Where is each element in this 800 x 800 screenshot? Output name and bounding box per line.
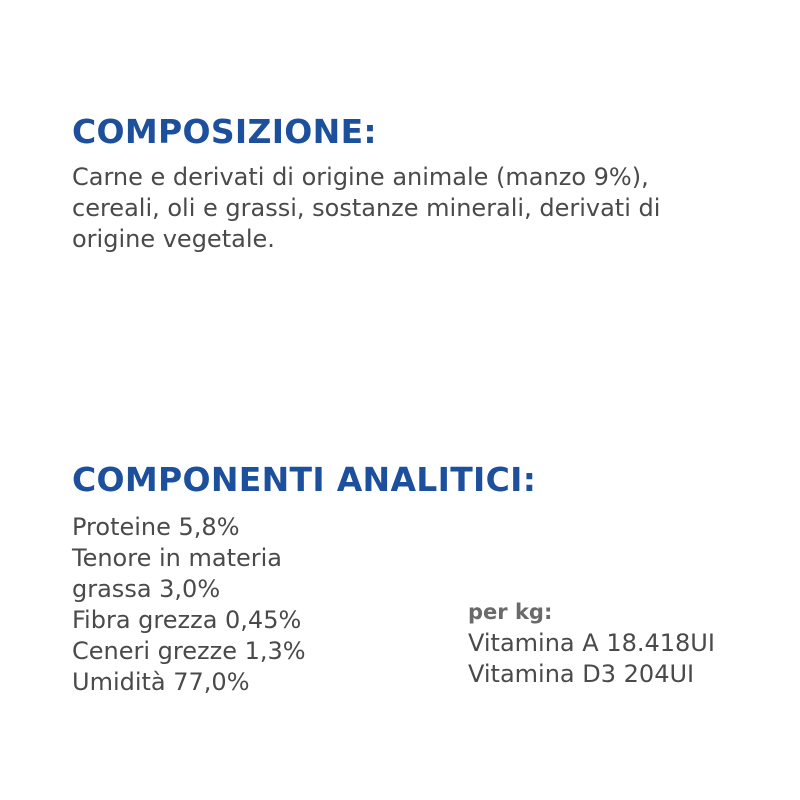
analytical-line: Umidità 77,0%	[72, 668, 250, 696]
composition-line: origine vegetale.	[72, 225, 275, 253]
analytical-line: Proteine 5,8%	[72, 513, 240, 541]
per-kg-label: per kg:	[468, 600, 553, 624]
vitamin-line: Vitamina A 18.418UI	[468, 629, 715, 657]
composition-text	[72, 162, 772, 255]
analytical-line: Ceneri grezze 1,3%	[72, 637, 306, 665]
analytical-line: Fibra grezza 0,45%	[72, 606, 302, 634]
additives-block	[468, 597, 715, 690]
analytical-line: Tenore in materia	[72, 544, 282, 572]
composition-heading: COMPOSIZIONE:	[72, 112, 377, 151]
analytical-line: grassa 3,0%	[72, 575, 221, 603]
composition-line: cereali, oli e grassi, sostanze minerali, derivati di	[72, 194, 661, 222]
analytical-components-heading: COMPONENTI ANALITICI:	[72, 460, 537, 499]
vitamin-line: Vitamina D3 204UI	[468, 660, 695, 688]
analytical-components-list	[72, 512, 452, 698]
composition-line: Carne e derivati di origine animale (manzo 9%),	[72, 163, 649, 191]
